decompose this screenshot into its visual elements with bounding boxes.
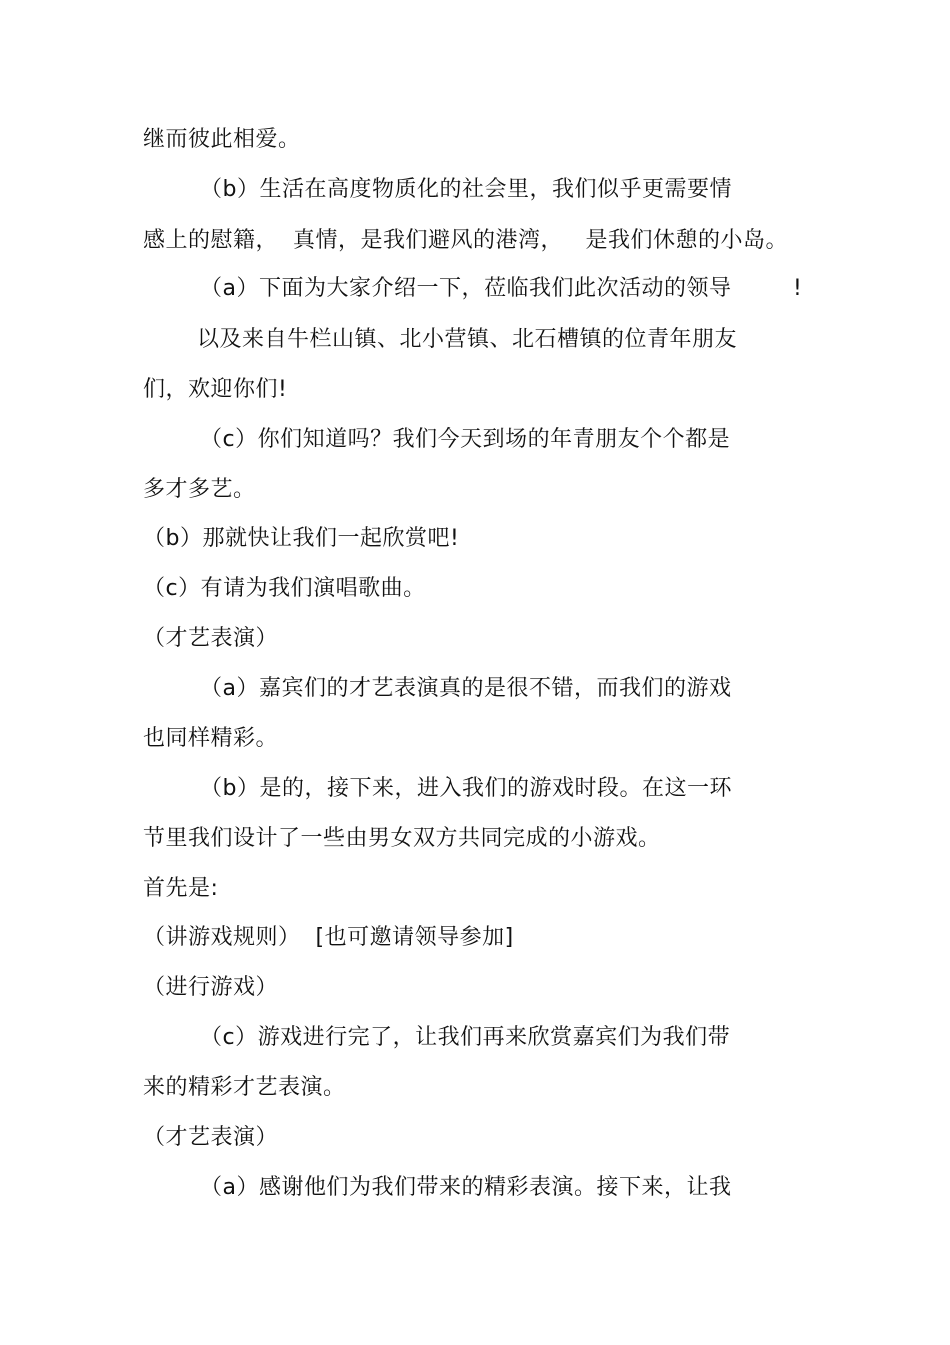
text-line: （c）有请为我们演唱歌曲。 [143, 576, 426, 601]
text-line: （a）感谢他们为我们带来的精彩表演。接下来，让我 [200, 1175, 732, 1200]
text-line: （a）下面为大家介绍一下，莅临我们此次活动的领导 [200, 276, 732, 301]
text-line: 多才多艺。 [143, 477, 256, 502]
text-line: 感上的慰籍， 真情，是我们避风的港湾， 是我们休憩的小岛。 [143, 228, 788, 253]
text-line: 来的精彩才艺表演。 [143, 1075, 346, 1100]
text-line: （b）生活在高度物质化的社会里，我们似乎更需要情 [200, 177, 732, 202]
text-line: 节里我们设计了一些由男女双方共同完成的小游戏。 [143, 826, 661, 851]
text-line: （进行游戏） [143, 975, 279, 1000]
text-line: 以及来自牛栏山镇、北小营镇、北石槽镇的位青年朋友 [197, 327, 738, 352]
text-line: （c）你们知道吗？我们今天到场的年青朋友个个都是 [200, 427, 731, 452]
text-line: （才艺表演） [143, 626, 279, 651]
text-line: （讲游戏规则） [也可邀请领导参加] [143, 925, 514, 950]
text-line: （c）游戏进行完了，让我们再来欣赏嘉宾们为我们带 [200, 1025, 731, 1050]
text-line: 继而彼此相爱。 [143, 127, 301, 152]
text-line: （b）是的，接下来，进入我们的游戏时段。在这一环 [200, 776, 732, 801]
text-line: 们，欢迎你们! [143, 377, 288, 402]
text-line: ! [793, 276, 803, 301]
text-line: （b）那就快让我们一起欣赏吧! [143, 526, 460, 551]
text-line: （a）嘉宾们的才艺表演真的是很不错，而我们的游戏 [200, 676, 732, 701]
text-line: （才艺表演） [143, 1125, 279, 1150]
text-line: 首先是: [143, 876, 219, 901]
text-line: 也同样精彩。 [143, 726, 279, 751]
